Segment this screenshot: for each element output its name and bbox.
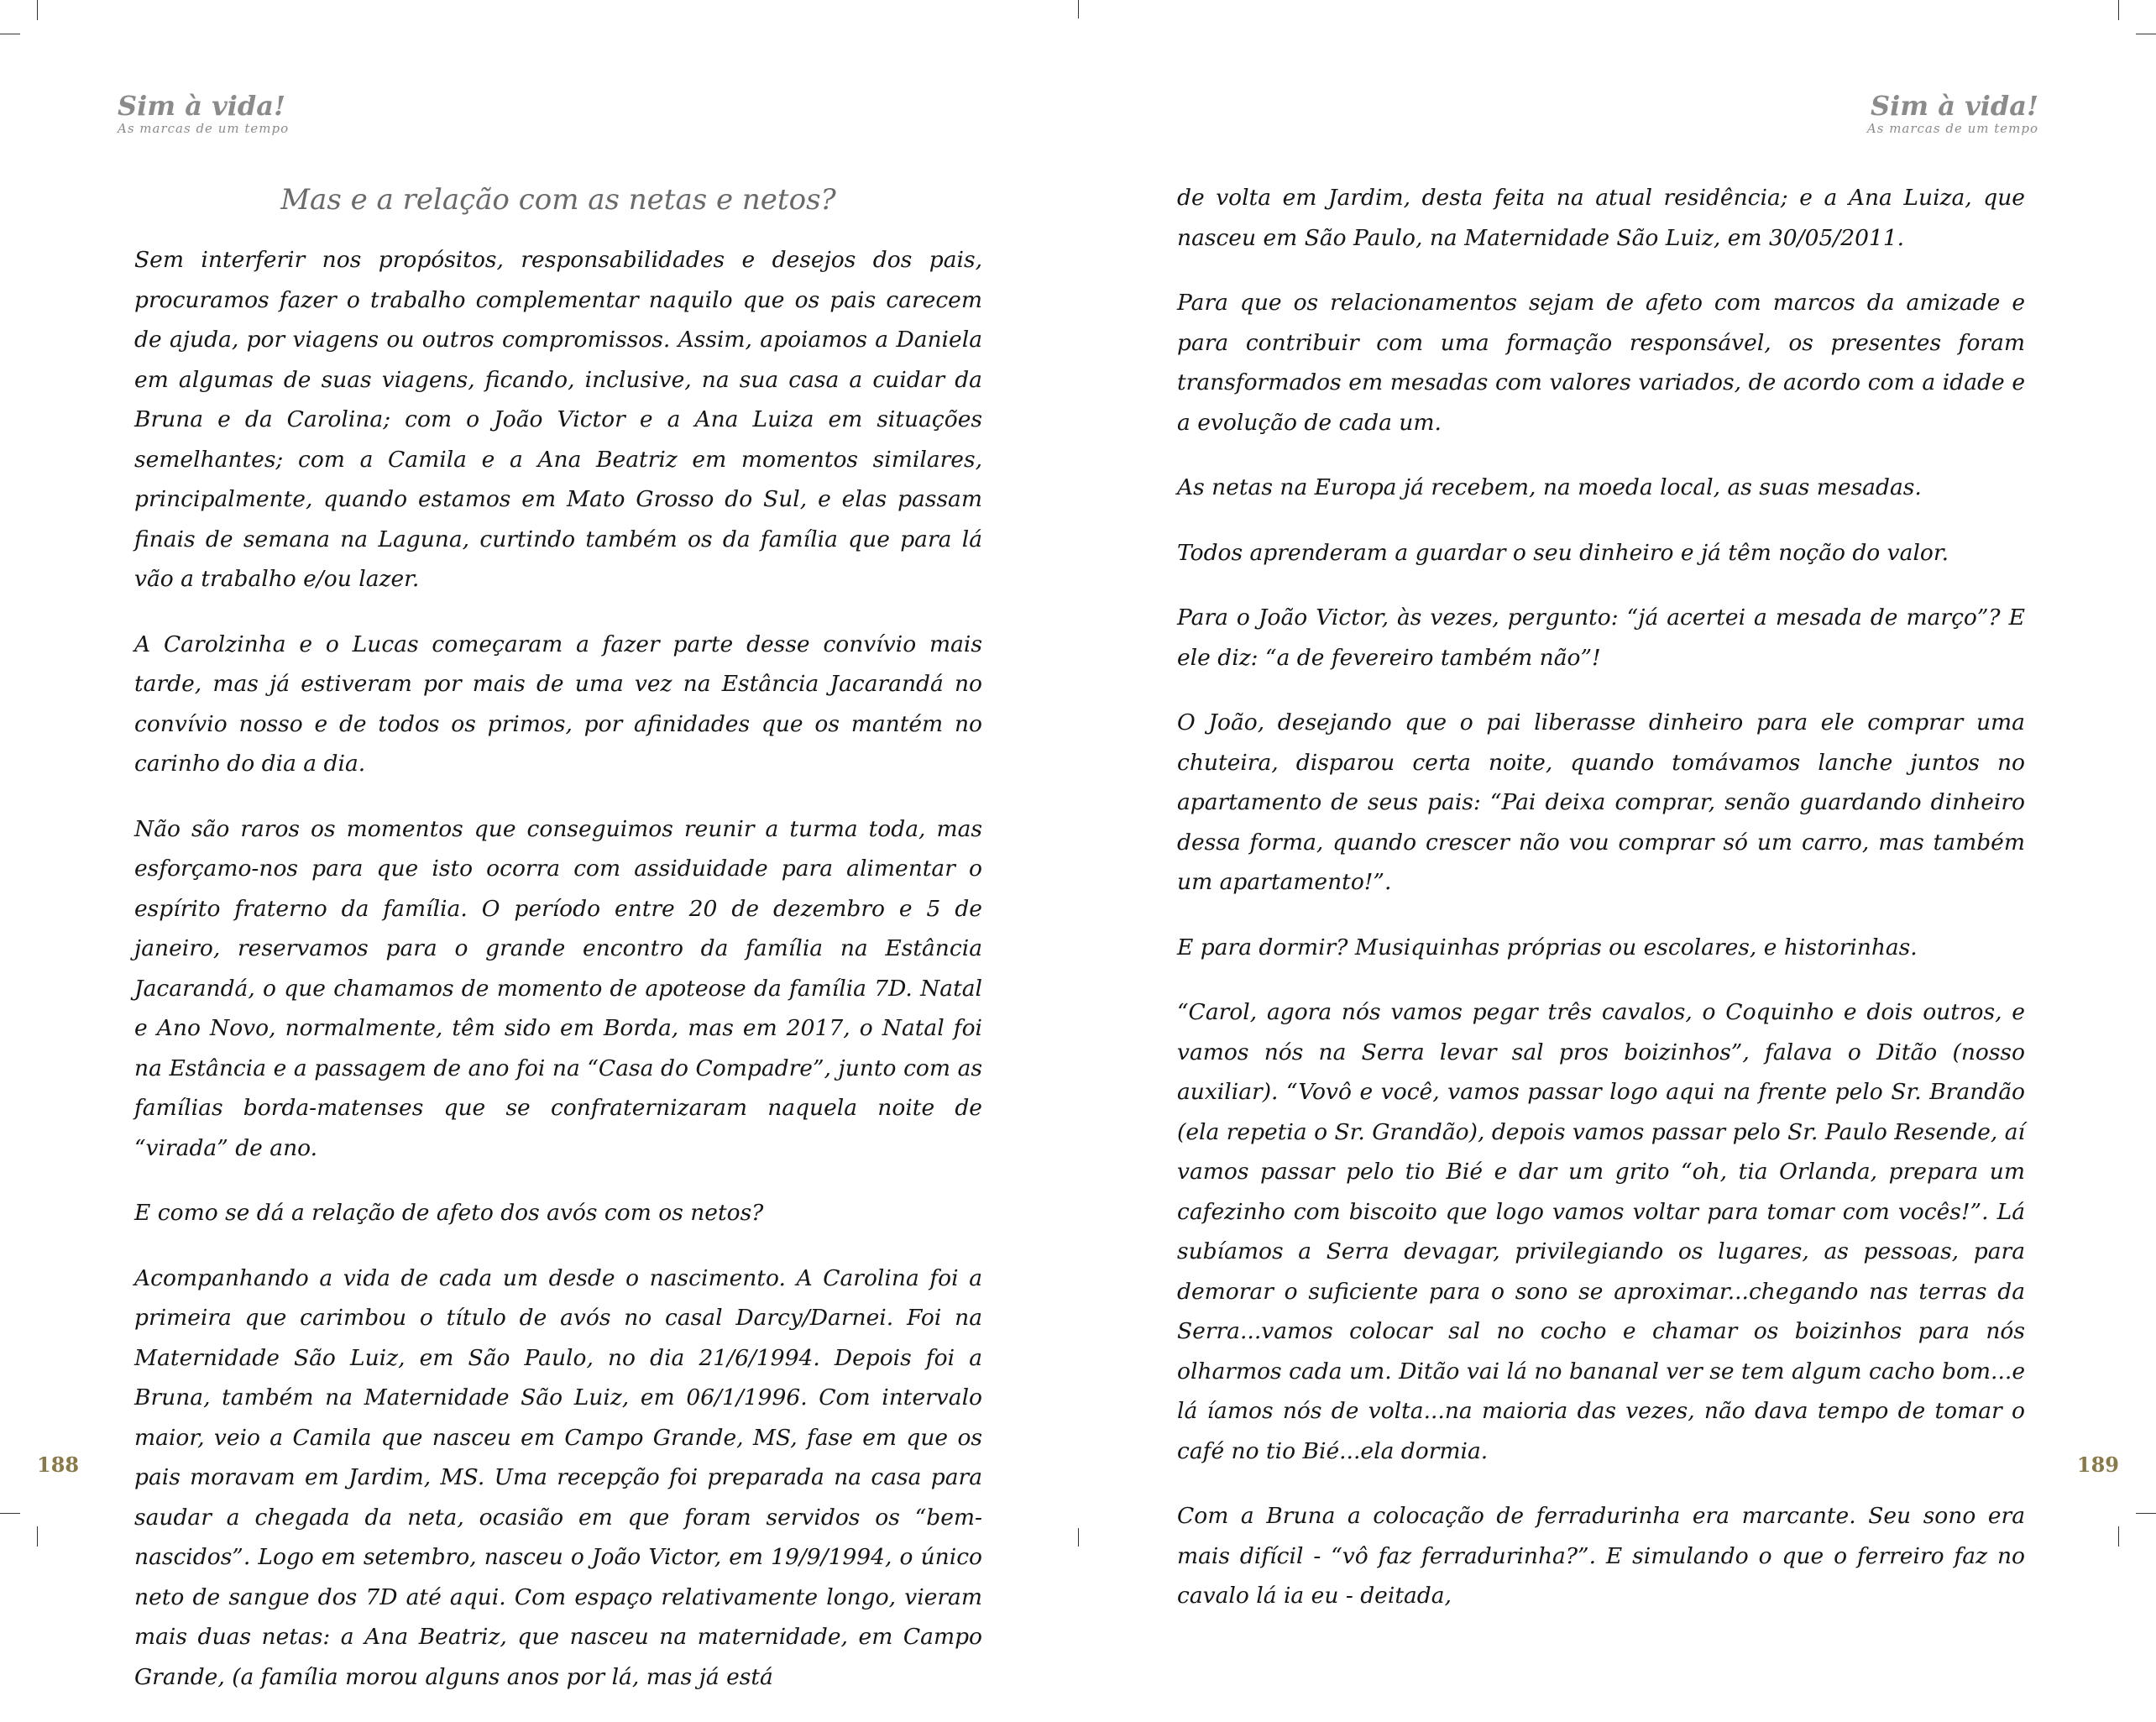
book-title: Sim à vida! [1870,90,2038,122]
right-page [1078,0,2156,1609]
section-title: Mas e a relação com as netas e netos? [280,183,836,217]
page-body [1177,178,2025,1641]
book-title: Sim à vida! [118,90,286,122]
book-subtitle: As marcas de um tempo [1866,121,2038,136]
paragraph: As netas na Europa já recebem, na moeda local, as suas mesadas. [1177,474,1922,500]
paragraph: Sem interferir nos propósitos, responsabilidades e desejos dos pais, procuramos fazer o trabalho complementar naquilo que os pais carecem de ajuda, por viagens ou outros compromissos. Assim, apoiamos a Daniela em algumas de suas viagens, ficando, inclusive, na sua casa a cuidar da Bruna e da Carolina; com o João Victor e a Ana Luiza em situações semelhantes; com a Camila e a Ana Beatriz em momentos similares, principalmente, quando estamos em Mato Grosso do Sul, e elas passam finais de semana na Laguna, curtindo também os da família que para lá vão a trabalho e/ou lazer. [134,247,982,592]
paragraph: “Carol, agora nós vamos pegar três cavalos, o Coquinho e dois outros, e vamos nós na Serra levar sal pros boizinhos”, falava o Ditão (nosso auxiliar). “Vovô e você, vamos passar logo aqui na frente pelo Sr. Brandão (ela repetia o Sr. Grandão), depois vamos passar pelo Sr. Paulo Resende, aí vamos passar pelo tio Bié e dar um grito “oh, tia Orlanda, prepara um cafezinho com biscoito que logo vamos voltar para tomar com vocês!”. Lá subíamos a Serra devagar, privilegiando os lugares, as pessoas, para demorar o suficiente para o sono se aproximar...chegando nas terras da Serra...vamos colocar sal no cocho e chamar os boizinhos para nós olharmos cada um. Ditão vai lá no bananal ver se tem algum cacho bom...e lá íamos nós de volta...na maioria das vezes, não dava tempo de tomar o café no tio Bié...ela dormia. [1177,999,2025,1464]
paragraph: Para que os relacionamentos sejam de afeto com marcos da amizade e para contribuir com uma formação responsável, os presentes foram transformados em mesadas com valores variados, de acordo com a idade e a evolução de cada um. [1177,290,2025,436]
paragraph: de volta em Jardim, desta feita na atual residência; e a Ana Luiza, que nasceu em São Paulo, na Maternidade São Luiz, em 30/05/2011. [1177,185,2025,251]
paragraph: E para dormir? Musiquinhas próprias ou escolares, e historinhas. [1177,934,1918,960]
left-page [0,0,1078,1690]
paragraph: O João, desejando que o pai liberasse dinheiro para ele comprar uma chuteira, disparou certa noite, quando tomávamos lanche juntos no apartamento de seus pais: “Pai deixa comprar, senão guardando dinheiro dessa forma, quando crescer não vou comprar só um carro, mas também um apartamento!”. [1177,709,2025,895]
running-header [118,91,289,136]
paragraph: Acompanhando a vida de cada um desde o nascimento. A Carolina foi a primeira que carimbou o título de avós no casal Darcy/Darnei. Foi na Maternidade São Luiz, em São Paulo, no dia 21/6/1994. Depois foi a Bruna, também na Maternidade São Luiz, em 06/1/1996. Com intervalo maior, veio a Camila que nasceu em Campo Grande, MS, fase em que os pais moravam em Jardim, MS. Uma recepção foi preparada na casa para saudar a chegada da neta, ocasião em que foram servidos os “bem-nascidos”. Logo em setembro, nasceu o João Victor, em 19/9/1994, o único neto de sangue dos 7D até aqui. Com espaço relativamente longo, vieram mais duas netas: a Ana Beatriz, que nasceu na maternidade, em Campo Grande, (a família morou alguns anos por lá, mas já está [134,1264,982,1690]
paragraph: Com a Bruna a colocação de ferradurinha era marcante. Seu sono era mais difícil - “vô faz ferradurinha?”. E simulando o que o ferreiro faz no cavalo lá ia eu - deitada, [1177,1503,2025,1609]
paragraph: Não são raros os momentos que conseguimos reunir a turma toda, mas esforçamo-nos para que isto ocorra com assiduidade para alimentar o espírito fraterno da família. O período entre 20 de dezembro e 5 de janeiro, reservamos para o grande encontro da família na Estância Jacarandá, o que chamamos de momento de apoteose da família 7D. Natal e Ano Novo, normalmente, têm sido em Borda, mas em 2017, o Natal foi na Estância e a passagem de ano foi na “Casa do Compadre”, junto com as famílias borda-matenses que se confraternizaram naquela noite de “virada” de ano. [134,815,982,1161]
paragraph: Para o João Victor, às vezes, pergunto: “já acertei a mesada de março”? E ele diz: “a de fevereiro também não”! [1177,605,2025,671]
paragraph: Todos aprenderam a guardar o seu dinheiro e já têm noção do valor. [1177,539,1949,566]
running-header [1867,91,2038,136]
paragraph: A Carolzinha e o Lucas começaram a fazer parte desse convívio mais tarde, mas já estiveram por mais de uma vez na Estância Jacarandá no convívio nosso e de todos os primos, por afinidades que os mantém no carinho do dia a dia. [134,631,982,777]
page-number: 188 [37,1452,80,1477]
book-subtitle: As marcas de um tempo [118,121,290,136]
paragraph: E como se dá a relação de afeto dos avós com os netos? [134,1200,764,1226]
page-number: 189 [2076,1452,2119,1477]
page-body [134,175,982,1722]
